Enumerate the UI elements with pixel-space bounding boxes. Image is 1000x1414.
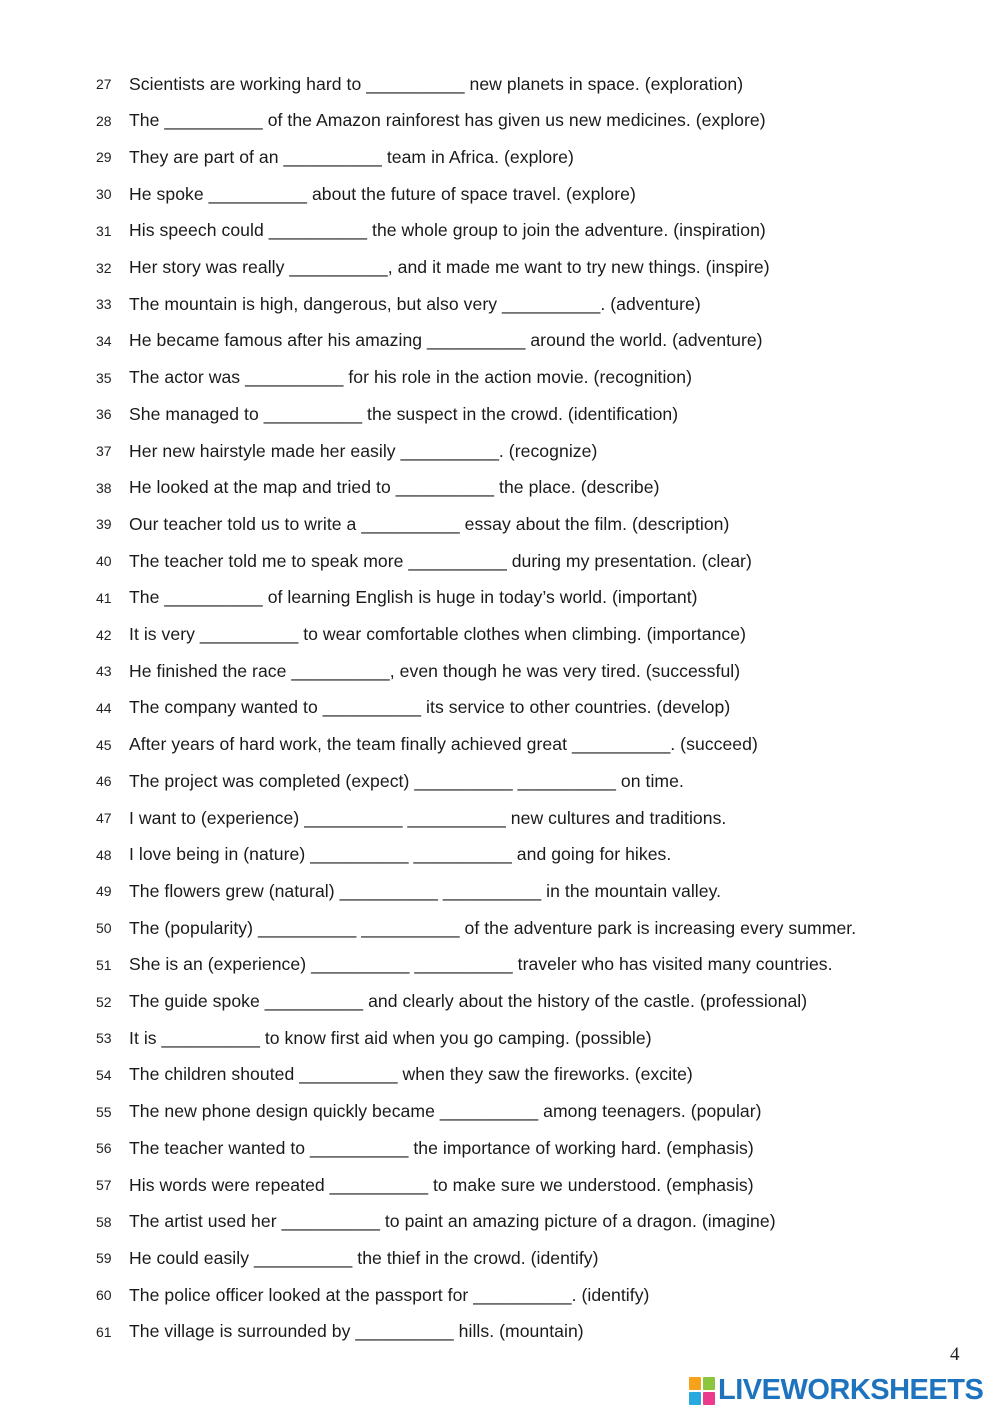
question-item (96, 1098, 762, 1126)
question-text: The new phone design quickly became __________ among teenagers. (popular) (129, 1101, 762, 1122)
question-item (96, 914, 856, 942)
question-number: 55 (96, 1103, 112, 1120)
question-number: 47 (96, 810, 112, 826)
question-item (96, 657, 740, 685)
question-text: The teacher wanted to __________ the importance of working hard. (emphasis) (129, 1137, 754, 1158)
question-text: He became famous after his amazing __________ around the world. (adventure) (129, 330, 763, 351)
question-text: It is very __________ to wear comfortable clothes when climbing. (importance) (129, 624, 747, 644)
question-number: 53 (96, 1030, 112, 1047)
question-item (96, 364, 692, 392)
question-number: 35 (96, 369, 112, 386)
question-number: 59 (96, 1250, 112, 1267)
question-number: 52 (96, 993, 112, 1010)
question-item (96, 694, 730, 722)
liveworksheets-logo-icon (689, 1377, 715, 1405)
question-number: 32 (96, 259, 112, 276)
question-item (96, 1061, 693, 1089)
question-number: 46 (96, 773, 112, 790)
question-item (96, 290, 701, 318)
question-text: The flowers grew (natural) __________ __________ in the mountain valley. (129, 880, 722, 901)
question-text: I love being in (nature) __________ __________ and going for hikes. (129, 844, 672, 865)
question-item (96, 804, 726, 832)
question-item (96, 510, 729, 538)
question-text: The project was completed (expect) __________ __________ on time. (129, 770, 684, 791)
question-text: The __________ of learning English is huge in today’s world. (important) (129, 587, 698, 608)
question-item (96, 767, 684, 795)
question-text: The (popularity) __________ __________ of the adventure park is increasing every summer. (129, 917, 857, 938)
question-number: 48 (96, 846, 112, 863)
brand-name: LIVEWORKSHEETS (718, 1374, 984, 1406)
question-number: 33 (96, 296, 112, 313)
question-text: The village is surrounded by __________ hills. (mountain) (129, 1321, 584, 1342)
question-number: 30 (96, 186, 112, 203)
question-item (96, 217, 766, 245)
page-number: 4 (950, 1344, 960, 1365)
question-text: The children shouted __________ when they saw the fireworks. (excite) (129, 1064, 693, 1085)
question-item (96, 731, 758, 759)
question-number: 44 (96, 699, 112, 716)
question-item (96, 1208, 776, 1236)
question-text: The artist used her __________ to paint an amazing picture of a dragon. (imagine) (129, 1211, 776, 1232)
question-number: 57 (96, 1177, 112, 1193)
question-item (96, 988, 807, 1016)
question-text: The __________ of the Amazon rainforest has given us new medicines. (explore) (129, 110, 766, 131)
question-item (96, 1244, 599, 1272)
question-item (96, 1318, 584, 1346)
question-item (96, 951, 833, 979)
question-text: Her new hairstyle made her easily __________. (recognize) (129, 440, 598, 461)
question-number: 41 (96, 589, 112, 606)
question-text: He finished the race __________, even though he was very tired. (successful) (129, 660, 741, 681)
question-number: 39 (96, 516, 112, 533)
question-text: The actor was __________ for his role in the action movie. (recognition) (129, 367, 692, 388)
question-text: They are part of an __________ team in Africa. (explore) (129, 146, 574, 167)
question-text: I want to (experience) __________ __________ new cultures and traditions. (129, 807, 727, 828)
question-number: 27 (96, 76, 112, 92)
question-text: The police officer looked at the passport for __________. (identify) (129, 1284, 650, 1305)
question-number: 45 (96, 736, 112, 753)
question-text: After years of hard work, the team finally achieved great __________. (succeed) (129, 734, 758, 755)
question-item (96, 180, 636, 208)
question-number: 31 (96, 222, 112, 239)
question-item (96, 70, 743, 98)
question-text: The mountain is high, dangerous, but also very __________. (adventure) (129, 293, 701, 314)
question-item (96, 437, 597, 465)
question-number: 49 (96, 883, 112, 900)
question-number: 43 (96, 663, 112, 680)
question-item (96, 1171, 754, 1199)
question-item (96, 107, 766, 135)
question-item (96, 1281, 649, 1309)
question-number: 61 (96, 1323, 112, 1340)
question-number: 29 (96, 149, 112, 166)
question-item (96, 143, 574, 171)
question-number: 40 (96, 553, 112, 570)
question-item (96, 1134, 754, 1162)
question-text: The company wanted to __________ its service to other countries. (develop) (129, 697, 731, 718)
question-number: 56 (96, 1140, 112, 1157)
question-item (96, 547, 752, 575)
question-text: Scientists are working hard to __________ new planets in space. (exploration) (129, 73, 744, 94)
question-number: 37 (96, 443, 112, 459)
liveworksheets-brand[interactable] (689, 1374, 983, 1407)
question-text: Her story was really __________, and it made me want to try new things. (inspire) (129, 257, 770, 277)
question-text: Our teacher told us to write a __________ essay about the film. (description) (129, 513, 730, 534)
question-text: The teacher told me to speak more __________ during my presentation. (clear) (129, 550, 752, 571)
question-item (96, 254, 770, 282)
question-number: 28 (96, 112, 112, 129)
question-number: 38 (96, 479, 112, 496)
question-number: 58 (96, 1213, 112, 1230)
question-number: 51 (96, 956, 112, 973)
question-item (96, 474, 660, 502)
question-number: 50 (96, 920, 112, 937)
question-text: He could easily __________ the thief in the crowd. (identify) (129, 1247, 599, 1268)
question-text: His speech could __________ the whole group to join the adventure. (inspiration) (129, 220, 766, 241)
question-number: 54 (96, 1066, 112, 1083)
question-number: 60 (96, 1287, 112, 1304)
question-text: She is an (experience) __________ __________ traveler who has visited many countries. (129, 954, 833, 975)
question-text: His words were repeated __________ to make sure we understood. (emphasis) (129, 1174, 754, 1195)
question-text: She managed to __________ the suspect in the crowd. (identification) (129, 403, 679, 424)
question-number: 42 (96, 626, 112, 643)
question-item (96, 327, 763, 355)
question-item (96, 1024, 652, 1052)
question-text: It is __________ to know first aid when you go camping. (possible) (129, 1027, 652, 1048)
question-text: He looked at the map and tried to __________ the place. (describe) (129, 477, 660, 498)
question-item (96, 621, 746, 649)
question-number: 36 (96, 406, 112, 423)
question-item (96, 877, 721, 905)
question-item (96, 841, 671, 869)
question-item (96, 400, 678, 428)
question-number: 34 (96, 332, 112, 349)
question-text: He spoke __________ about the future of space travel. (explore) (129, 183, 636, 204)
question-item (96, 584, 698, 612)
question-text: The guide spoke __________ and clearly about the history of the castle. (professional) (129, 991, 808, 1011)
